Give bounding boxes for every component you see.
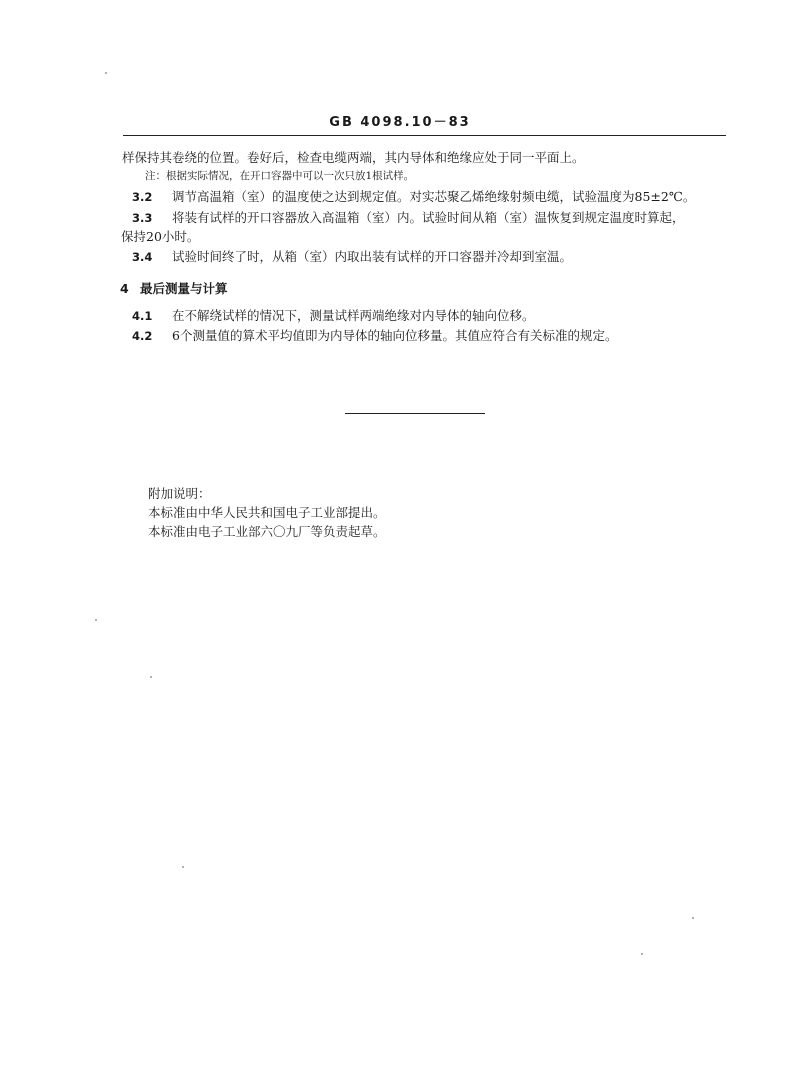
- scan-speck: [692, 917, 694, 919]
- standard-code-header: GB 4098.10－83: [329, 115, 471, 130]
- clause-text-4-2: 6个测量值的算术平均值即为内导体的轴向位移量。其值应符合有关标准的规定。: [172, 328, 618, 343]
- clause-number-4-1: 4.1: [132, 309, 153, 323]
- clause-text-4-1: 在不解绕试样的情况下，测量试样两端绝缘对内导体的轴向位移。: [172, 308, 535, 323]
- scan-speck: [105, 72, 107, 74]
- clause-number-3-2: 3.2: [132, 190, 153, 204]
- appendix-line-2: 本标准由电子工业部六〇九厂等负责起草。: [148, 524, 386, 539]
- clause-text-3-4: 试验时间终了时，从箱（室）内取出装有试样的开口容器并冷却到室温。: [172, 249, 573, 264]
- clause-text-3-3-continuation: 保持20小时。: [121, 229, 200, 244]
- scan-speck: [641, 953, 643, 955]
- clause-number-3-3: 3.3: [132, 211, 153, 225]
- clause-number-4-2: 4.2: [132, 329, 153, 343]
- scan-speck: [150, 676, 152, 678]
- section-title-4: 最后测量与计算: [140, 281, 228, 296]
- note-text: 注：根据实际情况，在开口容器中可以一次只放1根试样。: [145, 170, 415, 182]
- end-of-standard-rule: [345, 413, 485, 414]
- appendix-line-1: 本标准由中华人民共和国电子工业部提出。: [148, 505, 386, 520]
- clause-text-3-3: 将装有试样的开口容器放入高温箱（室）内。试验时间从箱（室）温恢复到规定温度时算起，: [172, 210, 685, 225]
- header-divider: [123, 135, 726, 136]
- appendix-title: 附加说明：: [148, 486, 211, 501]
- section-number-4: 4: [120, 281, 129, 296]
- clause-number-3-4: 3.4: [132, 250, 153, 264]
- continuation-paragraph: 样保持其卷绕的位置。卷好后，检查电缆两端，其内导体和绝缘应处于同一平面上。: [122, 150, 585, 165]
- scan-speck: [182, 866, 184, 868]
- scan-speck: [95, 619, 97, 621]
- clause-text-3-2: 调节高温箱（室）的温度使之达到规定值。对实芯聚乙烯绝缘射频电缆，试验温度为85±2℃。: [172, 189, 696, 204]
